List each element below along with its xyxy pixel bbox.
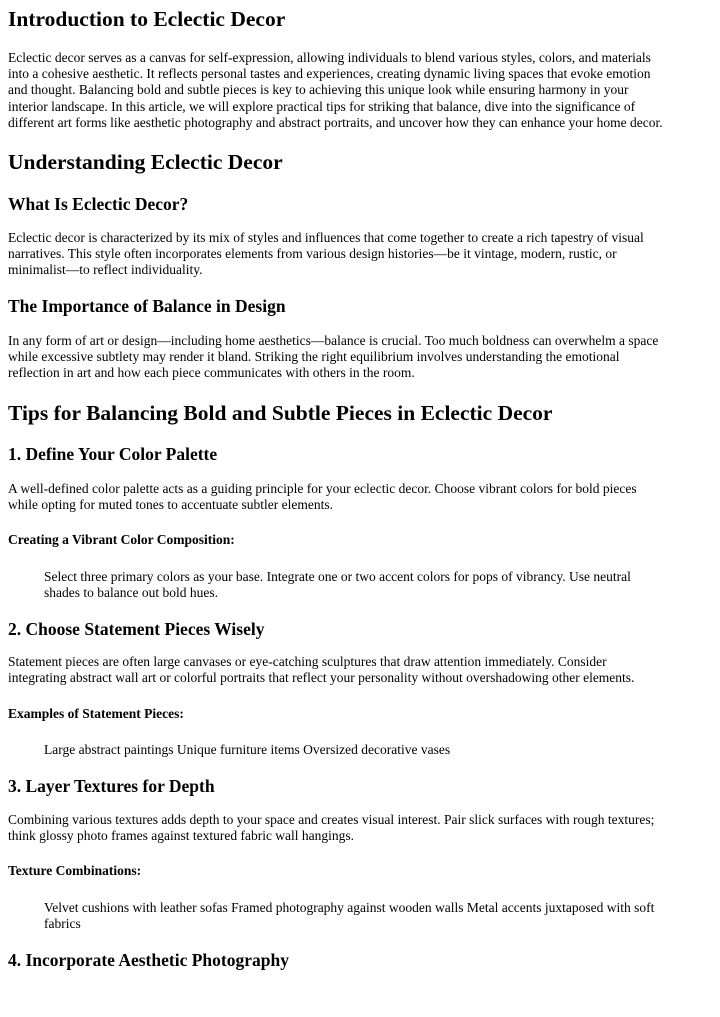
paragraph-line: and thought. Balancing bold and subtle pieces is key to achieving this unique look while ensuring harmony in your <box>8 82 629 98</box>
list-line: fabrics <box>44 916 81 932</box>
balance-heading: The Importance of Balance in Design <box>8 296 286 316</box>
list-line: Select three primary colors as your base. Integrate one or two accent colors for pops of vibrancy. Use neutral <box>44 569 631 584</box>
balance-paragraph <box>8 333 658 382</box>
paragraph-line: In any form of art or design—including home aesthetics—balance is crucial. Too much boldness can overwhelm a space <box>8 333 659 348</box>
what-is-paragraph <box>8 230 644 279</box>
textures-list <box>44 900 654 932</box>
paragraph-line: while excessive subtlety may render it bland. Striking the right equilibrium involves understanding the emotional <box>8 349 620 365</box>
paragraph-line: think glossy photo frames against textured fabric wall hangings. <box>8 828 355 844</box>
paragraph-line: Combining various textures adds depth to your space and creates visual interest. Pair slick surfaces with rough textures; <box>8 812 655 827</box>
textures-heading: 3. Layer Textures for Depth <box>8 776 215 796</box>
understanding-heading: Understanding Eclectic Decor <box>8 150 283 174</box>
paragraph-line: reflection in art and how each piece communicates with others in the room. <box>8 365 415 381</box>
what-is-heading: What Is Eclectic Decor? <box>8 194 189 214</box>
palette-heading: 1. Define Your Color Palette <box>8 444 218 464</box>
list-line: shades to balance out bold hues. <box>44 585 218 601</box>
paragraph-line: integrating abstract wall art or colorful portraits that reflect your personality without overshadowing other elements. <box>8 670 635 686</box>
intro-paragraph <box>8 50 663 131</box>
statement-paragraph <box>8 654 634 686</box>
list-line: Velvet cushions with leather sofas Framed photography against wooden walls Metal accents juxtaposed with soft <box>44 900 655 915</box>
paragraph-line: Eclectic decor is characterized by its mix of styles and influences that come together to create a rich tapestry of visual <box>8 230 644 245</box>
statement-list <box>44 742 450 758</box>
paragraph-line: A well-defined color palette acts as a guiding principle for your eclectic decor. Choose vibrant colors for bold pieces <box>8 481 637 496</box>
tips-heading: Tips for Balancing Bold and Subtle Pieces in Eclectic Decor <box>8 401 553 425</box>
paragraph-line: minimalist—to reflect individuality. <box>8 262 203 278</box>
paragraph-line: Eclectic decor serves as a canvas for self-expression, allowing individuals to blend various styles, colors, and materials <box>8 50 651 65</box>
textures-paragraph <box>8 812 654 844</box>
palette-paragraph <box>8 481 637 513</box>
list-line: Large abstract paintings Unique furniture items Oversized decorative vases <box>44 742 451 757</box>
paragraph-line: different art forms like aesthetic photography and abstract portraits, and uncover how they can enhance your home decor. <box>8 114 663 130</box>
photography-heading: 4. Incorporate Aesthetic Photography <box>8 950 289 970</box>
statement-subheading: Examples of Statement Pieces: <box>8 706 184 721</box>
paragraph-line: narratives. This style often incorporates elements from various design histories—be it vintage, modern, rustic, or <box>8 246 617 262</box>
palette-subheading: Creating a Vibrant Color Composition: <box>8 532 235 547</box>
paragraph-line: Statement pieces are often large canvases or eye-catching sculptures that draw attention immediately. Consider <box>8 654 607 669</box>
paragraph-line: into a cohesive aesthetic. It reflects personal tastes and experiences, creating dynamic living spaces that evoke emotion <box>8 66 651 82</box>
paragraph-line: interior landscape. In this article, we will explore practical tips for striking that balance, dive into the significance of <box>8 98 636 114</box>
palette-list <box>44 569 631 601</box>
paragraph-line: while opting for muted tones to accentuate subtler elements. <box>8 497 334 513</box>
textures-subheading: Texture Combinations: <box>8 863 142 878</box>
intro-heading: Introduction to Eclectic Decor <box>8 7 286 31</box>
statement-heading: 2. Choose Statement Pieces Wisely <box>8 619 265 639</box>
